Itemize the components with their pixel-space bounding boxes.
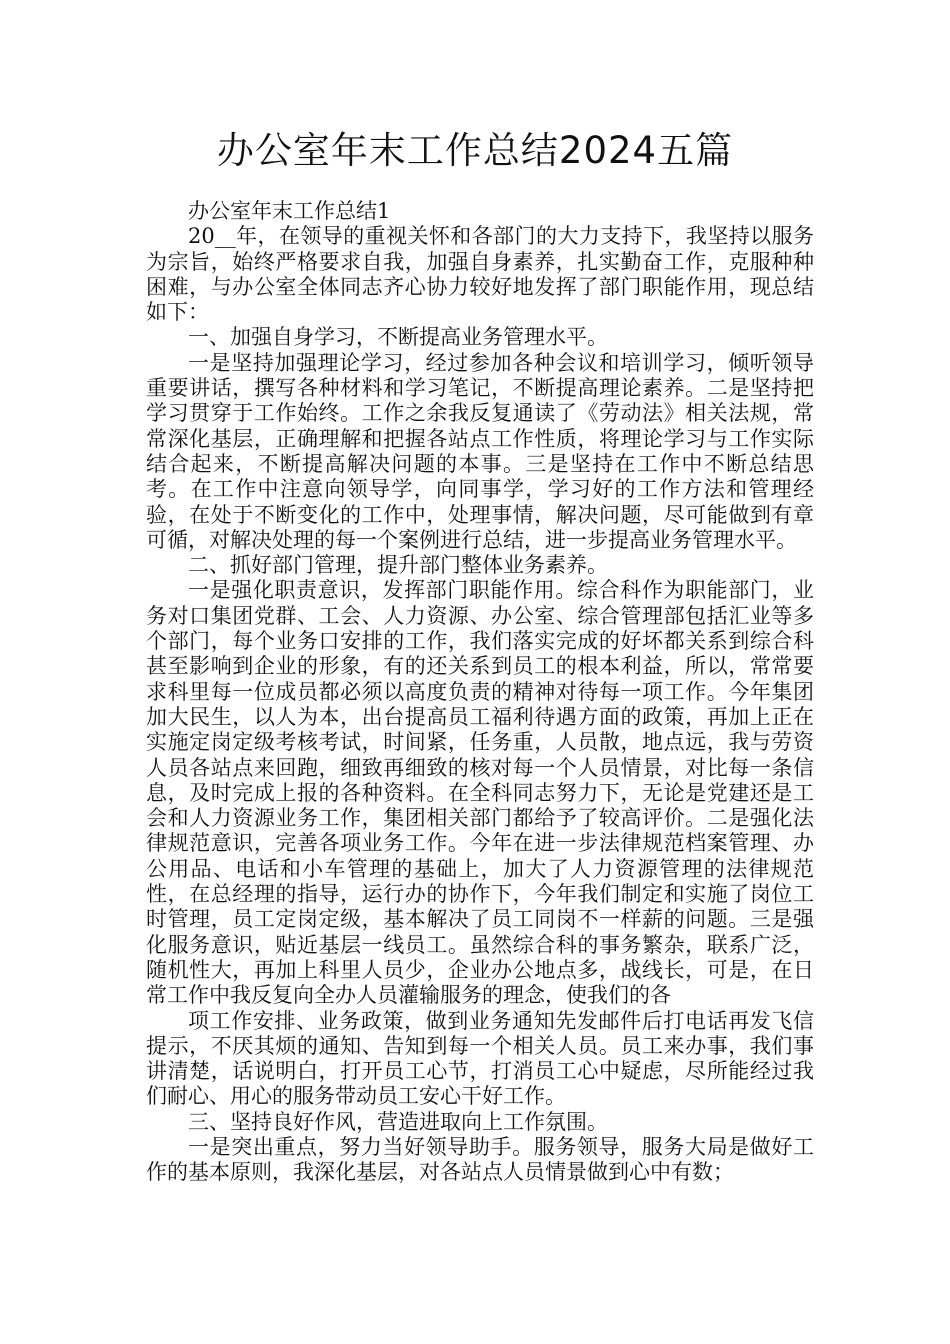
document-body: [146, 199, 814, 1186]
section-heading: 三、坚持良好作风，营造进取向上工作氛围。: [188, 1109, 608, 1134]
paragraph: 一是突出重点，努力当好领导助手。服务领导，服务大局是做好工作的基本原则，我深化基层，对各站点人员情景做到心中有数；: [146, 1134, 814, 1185]
paragraph: 项工作安排、业务政策，做到业务通知先发邮件后打电话再发飞信提示，不厌其烦的通知、告知到每一个相关人员。员工来办事，我们事讲清楚，话说明白，打开员工心节，打消员工心中疑虑，尽所能经过我们耐心、用心的服务带动员工安心干好工作。: [146, 1008, 814, 1109]
paragraph: 20__年，在领导的重视关怀和各部门的大力支持下，我坚持以服务为宗旨，始终严格要求自我，加强自身素养，扎实勤奋工作，克服种种困难，与办公室全体同志齐心协力较好地发挥了部门职能作用，现总结如下：: [146, 224, 814, 325]
paragraph: 一是坚持加强理论学习，经过参加各种会议和培训学习，倾听领导重要讲话，撰写各种材料和学习笔记，不断提高理论素养。二是坚持把学习贯穿于工作始终。工作之余我反复通读了《劳动法》相关法规，常常深化基层，正确理解和把握各站点工作性质，将理论学习与工作实际结合起来，不断提高解决问题的本事。三是坚持在工作中不断总结思考。在工作中注意向领导学，向同事学，学习好的工作方法和管理经验，在处于不断变化的工作中，处理事情，解决问题，尽可能做到有章可循，对解决处理的每一个案例进行总结，进一步提高业务管理水平。: [146, 350, 814, 552]
section-heading: 一、加强自身学习，不断提高业务管理水平。: [188, 325, 608, 350]
paragraph: 一是强化职责意识，发挥部门职能作用。综合科作为职能部门，业务对口集团党群、工会、人力资源、办公室、综合管理部包括汇业等多个部门，每个业务口安排的工作，我们落实完成的好坏都关系到综合科甚至影响到企业的形象，有的还关系到员工的根本利益，所以，常常要求科里每一位成员都必须以高度负责的精神对待每一项工作。今年集团加大民生，以人为本，出台提高员工福利待遇方面的政策，再加上正在实施定岗定级考核考试，时间紧，任务重，人员散，地点远，我与劳资人员各站点来回跑，细致再细致的核对每一个人员情景，对比每一条信息，及时完成上报的各种资料。在全科同志努力下，无论是党建还是工会和人力资源业务工作，集团相关部门都给予了较高评价。二是强化法律规范意识，完善各项业务工作。今年在进一步法律规范档案管理、办公用品、电话和小车管理的基础上，加大了人力资源管理的法律规范性，在总经理的指导，运行办的协作下，今年我们制定和实施了岗位工时管理，员工定岗定级，基本解决了员工同岗不一样薪的问题。三是强化服务意识，贴近基层一线员工。虽然综合科的事务繁杂，联系广泛，随机性大，再加上科里人员少，企业办公地点多，战线长，可是，在日常工作中我反复向全办人员灌输服务的理念，使我们的各: [146, 578, 814, 1008]
section-heading: 二、抓好部门管理，提升部门整体业务素养。: [188, 553, 608, 578]
document-title: 办公室年末工作总结2024五篇: [216, 129, 734, 172]
section-heading: 办公室年末工作总结1: [188, 199, 391, 223]
